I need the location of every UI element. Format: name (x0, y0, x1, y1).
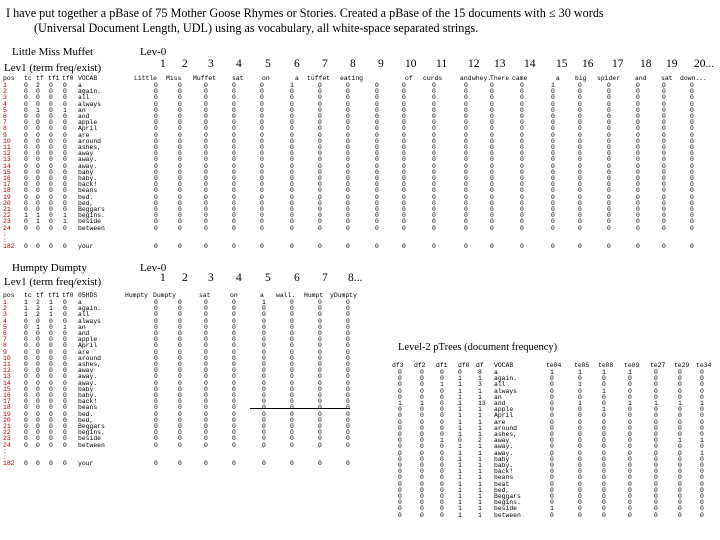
doc1-col-7: 0 0 0 0 0 0 0 0 0 0 0 0 0 0 0 0 0 0 0 0 0 0 0 0 0 (318, 82, 322, 251)
doc2-tf-column: 2 2 2 0 1 0 0 0 0 0 0 0 0 0 0 0 0 0 0 0 0 0 0 0 0 (36, 299, 40, 468)
doc1-tf-column: 2 0 0 0 1 0 0 0 0 0 0 0 0 0 0 0 0 0 0 0 0 1 1 0 0 (36, 82, 40, 251)
doc1-position-1: 1 (160, 58, 166, 70)
level2-header-vocab: VOCAB (494, 362, 514, 369)
doc1-header-tc: tc (24, 75, 32, 82)
doc1-lev0: Lev-0 (140, 46, 167, 58)
doc2-col-1: 0 0 0 0 0 0 0 0 0 0 0 0 0 0 0 0 0 0 0 0 0 0 0 0 0 (154, 299, 158, 468)
doc1-position-12: 12 (468, 58, 480, 70)
doc1-tf1-column: 0 0 0 0 0 0 0 0 0 0 0 0 0 0 0 0 0 0 0 0 0 0 0 0 0 (49, 82, 53, 251)
doc2-col-2: 0 0 0 0 0 0 0 0 0 0 0 0 0 0 0 0 0 0 0 0 0 0 0 0 0 (178, 299, 182, 468)
doc2-word-headers (0, 292, 720, 300)
doc1-position-19: 19 (666, 58, 678, 70)
doc1-position-10: 10 (405, 58, 417, 70)
level2-title: Level-2 pTrees (document frequency) (398, 342, 558, 353)
level2-te27-column: 0 0 0 0 0 1 0 0 0 0 0 0 0 0 0 0 0 0 0 0 0 0 0 0 (654, 369, 658, 519)
doc1-word-16: big (575, 75, 587, 82)
doc1-word-17: spider (597, 75, 621, 82)
doc1-col-8: 0 0 0 0 0 0 0 0 0 0 0 0 0 0 0 0 0 0 0 0 0 0 0 0 0 (346, 82, 350, 251)
level2-header-df: df (476, 362, 484, 369)
level2-headers (0, 362, 720, 370)
doc1-word-11: and (460, 75, 472, 82)
doc1-position-8: 8 (350, 58, 356, 70)
doc1-col-13: 0 0 0 0 0 0 0 0 0 0 0 0 0 0 0 0 0 0 0 0 0 0 0 0 0 (490, 82, 494, 251)
level2-doc-header-te05: te05 (574, 362, 590, 369)
doc1-col-14: 0 0 0 0 0 0 0 0 0 0 0 0 0 0 0 0 0 0 0 0 0 0 0 0 0 (520, 82, 524, 251)
doc1-position-9: 9 (378, 58, 384, 70)
doc1-word-6: a (295, 75, 299, 82)
doc2-header-tf0: tf0 (62, 292, 74, 299)
level2-te08-column: 1 0 0 1 0 0 1 0 0 0 0 0 0 0 0 0 0 0 0 0 0 0 0 0 (602, 369, 606, 519)
doc1-col-20: 0 0 0 0 0 0 0 0 0 0 0 0 0 0 0 0 0 0 0 0 0 0 0 0 0 (690, 82, 694, 251)
doc2-word-1: Humpty (125, 292, 149, 299)
doc1-col-11: 0 0 0 0 0 0 0 0 0 0 0 0 0 0 0 0 0 0 0 0 0 0 0 0 0 (432, 82, 436, 251)
doc1-word-19: sat (661, 75, 673, 82)
doc1-word-14: came (512, 75, 528, 82)
doc1-col-9: 0 0 0 0 0 0 0 0 0 0 0 0 0 0 0 0 0 0 0 0 0 0 0 0 0 (375, 82, 379, 251)
doc2-word-5: a (260, 292, 264, 299)
doc1-position-18: 18 (640, 58, 652, 70)
doc1-title: Little Miss Muffet (12, 46, 94, 58)
doc1-tf0-column: 0 0 0 0 1 0 0 0 0 0 0 0 0 0 0 0 0 0 0 0 0 1 1 0 0 (63, 82, 67, 251)
doc2-position-7: 7 (322, 272, 328, 284)
doc1-vocab-column: a again. all always an and apple April are around ashes, away away. away. baby baby. back! beans bed. bed, Beggars begins. beside between your (78, 82, 105, 251)
doc1-position-14: 14 (524, 58, 536, 70)
level2-df0-column: 0 1 1 1 1 1 1 1 1 1 1 0 1 1 1 1 1 1 1 1 1 1 1 1 (458, 369, 462, 519)
doc1-position-20: 20... (694, 58, 715, 70)
level2-vocab-column: a again. all always an and apple April are around ashes, away away. away. baby baby. back! beans beat bed, Beggars begins. beside between (494, 369, 521, 519)
level2-header-df0: df0 (458, 362, 470, 369)
doc2-position-3: 3 (208, 272, 214, 284)
doc1-position-4: 4 (236, 58, 242, 70)
level2-doc-header-te08: te08 (598, 362, 614, 369)
doc1-position-7: 7 (322, 58, 328, 70)
doc2-word-3: sat (199, 292, 211, 299)
doc1-level: Lev1 (term freq/exist) (4, 62, 102, 74)
doc1-col-6: 1 0 0 0 0 0 0 0 0 0 0 0 0 0 0 0 0 0 0 0 0 0 0 0 0 (290, 82, 294, 251)
level2-te09-column: 1 0 0 0 0 1 0 0 0 0 0 0 0 0 0 0 0 0 0 0 0 0 0 0 (628, 369, 632, 519)
level2-df1-column: 0 0 1 0 0 0 0 0 0 0 0 1 0 0 0 0 0 0 0 0 0 0 0 0 (440, 369, 444, 519)
level2-doc-header-te27: te27 (650, 362, 666, 369)
level2-doc-header-te09: te09 (624, 362, 640, 369)
doc1-word-13: There (490, 75, 510, 82)
level2-header-df3: df3 (392, 362, 404, 369)
doc2-word-6: wall. (276, 292, 296, 299)
doc1-col-1: 0 0 0 0 0 0 0 0 0 0 0 0 0 0 0 0 0 0 0 0 0 0 0 0 0 (154, 82, 158, 251)
doc1-position-2: 2 (182, 58, 188, 70)
doc2-position-2: 2 (182, 272, 188, 284)
doc1-col-12: 0 0 0 0 0 0 0 0 0 0 0 0 0 0 0 0 0 0 0 0 0 0 0 0 0 (464, 82, 468, 251)
doc2-tc-column: 1 1 1 0 0 0 0 0 0 0 0 0 0 0 0 0 0 0 0 0 0 0 0 0 0 (24, 299, 28, 468)
doc1-word-5: on (262, 75, 270, 82)
doc2-header-tc: tc (24, 292, 32, 299)
doc1-header-pos: pos (3, 75, 15, 82)
doc1-word-9: of (405, 75, 413, 82)
intro-line-2: (Universal Document Length, UDL) using as vocabulary, all white-space separated strings. (34, 21, 479, 35)
doc1-word-8: eating (340, 75, 364, 82)
doc1-word-headers (0, 75, 720, 83)
doc1-position-5: 5 (265, 58, 271, 70)
doc1-word-20: down... (680, 75, 707, 82)
doc1-header-tf0: tf0 (62, 75, 74, 82)
doc1-col-10: 0 0 0 0 0 0 0 0 0 0 0 0 0 0 0 0 0 0 0 0 0 0 0 0 0 (402, 82, 406, 251)
doc1-position-6: 6 (294, 58, 300, 70)
doc2-position-6: 6 (294, 272, 300, 284)
doc1-position-11: 11 (436, 58, 448, 70)
doc1-word-15: a (556, 75, 560, 82)
level2-df3-column: 0 0 0 0 0 1 0 0 0 0 0 0 0 0 0 0 0 0 0 0 0 0 0 0 (398, 369, 402, 519)
doc2-title: Humpty Dumpty (12, 262, 87, 274)
doc1-position-13: 13 (494, 58, 506, 70)
level2-table (0, 370, 720, 535)
doc1-col-19: 0 0 0 0 0 0 0 0 0 0 0 0 0 0 0 0 0 0 0 0 0 0 0 0 0 (662, 82, 666, 251)
doc1-word-10: curds (423, 75, 443, 82)
doc1-position-15: 15 (556, 58, 568, 70)
doc2-position-5: 5 (265, 272, 271, 284)
level2-doc-header-te34: te34 (696, 362, 712, 369)
doc1-word-3: Muffet (193, 75, 217, 82)
doc2-position-8: 8... (348, 272, 363, 284)
doc2-tf1-column: 1 1 1 0 0 0 0 0 0 0 0 0 0 0 0 0 0 0 0 0 0 0 0 0 0 (49, 299, 53, 468)
doc2-tf0-column: 0 0 0 0 1 0 0 0 0 0 0 0 0 0 0 0 0 0 0 0 0 0 0 0 0 (63, 299, 67, 468)
doc1-word-7: tuffet (307, 75, 331, 82)
doc2-col-7: 0 0 0 0 0 0 0 0 0 0 0 0 0 0 0 0 0 0 0 0 0 0 0 0 0 (318, 299, 322, 468)
level2-header-df2: df2 (414, 362, 426, 369)
doc2-word-7: Humpt (304, 292, 324, 299)
doc1-col-5: 0 0 0 0 0 0 0 0 0 0 0 0 0 0 0 0 0 0 0 0 0 0 0 0 0 (260, 82, 264, 251)
doc1-col-3: 0 0 0 0 0 0 0 0 0 0 0 0 0 0 0 0 0 0 0 0 0 0 0 0 0 (204, 82, 208, 251)
doc2-word-4: on (230, 292, 238, 299)
doc1-position-17: 17 (612, 58, 624, 70)
doc1-col-15: 1 0 0 0 0 0 0 0 0 0 0 0 0 0 0 0 0 0 0 0 0 0 0 0 0 (551, 82, 555, 251)
doc1-col-4: 0 0 0 0 0 0 0 0 0 0 0 0 0 0 0 0 0 0 0 0 0 0 0 0 0 (232, 82, 236, 251)
doc2-header-doc: 05HDS (78, 292, 98, 299)
level2-te29-column: 0 0 0 0 0 1 0 0 0 0 0 1 0 0 0 0 0 0 0 0 0 0 0 0 (678, 369, 682, 519)
level2-df2-column: 0 0 0 0 0 1 0 0 0 0 0 0 0 0 0 0 0 0 0 0 0 0 0 0 (420, 369, 424, 519)
doc2-header-tf1: tf1 (48, 292, 60, 299)
level2-te05-column: 1 0 1 0 0 1 0 0 0 0 0 0 0 0 0 0 0 0 0 0 0 0 0 0 (578, 369, 582, 519)
doc2-col-4: 0 0 0 0 0 0 0 0 0 0 0 0 0 0 0 0 0 0 0 0 0 0 0 0 0 (232, 299, 236, 468)
doc1-word-1: Little (134, 75, 158, 82)
doc1-position-16: 16 (582, 58, 594, 70)
level2-df-column: 8 1 3 1 1 13 1 1 1 1 1 2 1 1 1 1 1 1 1 1 1 1 1 1 (478, 369, 486, 519)
doc2-position-4: 4 (236, 272, 242, 284)
doc2-col-6: 0 0 0 0 0 0 0 0 0 0 0 0 0 0 0 0 0 0 0 0 0 0 0 0 0 (290, 299, 294, 468)
doc1-col-16: 0 0 0 0 0 0 0 0 0 0 0 0 0 0 0 0 0 0 0 0 0 0 0 0 0 (578, 82, 582, 251)
doc2-lev0: Lev-0 (140, 262, 167, 274)
intro-line-1: I have put together a pBase of 75 Mother Goose Rhymes or Stories. Created a pBase of the 15 documents with ≤ 30 words (6, 6, 604, 20)
doc2-header-pos: pos (3, 292, 15, 299)
doc2-col-3: 0 0 0 0 0 0 0 0 0 0 0 0 0 0 0 0 0 0 0 0 0 0 0 0 0 (204, 299, 208, 468)
doc1-position-3: 3 (208, 58, 214, 70)
doc1-word-2: Miss (166, 75, 182, 82)
level2-doc-header-te04: te04 (546, 362, 562, 369)
doc2-position-row (0, 272, 720, 286)
doc2-word-8: yDumpty (330, 292, 357, 299)
doc1-header-tf: tf (36, 75, 44, 82)
doc1-pos-column: 1 2 3 4 5 6 7 8 9 10 11 12 13 14 15 16 17 18 19 20 21 22 23 24 : : 182 (3, 82, 15, 251)
doc1-col-18: 0 0 0 0 0 0 0 0 0 0 0 0 0 0 0 0 0 0 0 0 0 0 0 0 0 (636, 82, 640, 251)
doc1-header-tf1: tf1 (48, 75, 60, 82)
doc1-table (0, 83, 720, 253)
level2-header-df1: df1 (436, 362, 448, 369)
doc2-header-tf: tf (36, 292, 44, 299)
intro-text (6, 6, 716, 36)
level2-doc-header-te29: te29 (674, 362, 690, 369)
level2-te04-column: 1 0 0 0 0 0 0 0 0 0 0 0 0 0 0 0 0 0 0 0 0 0 1 0 (550, 369, 554, 519)
doc2-pos-column: 1 2 3 4 5 6 7 8 9 10 11 12 13 14 15 16 17 18 19 20 21 22 23 24 : : 182 (3, 299, 15, 468)
doc1-position-row (0, 58, 720, 72)
doc1-word-4: sat (232, 75, 244, 82)
doc1-col-2: 0 0 0 0 0 0 0 0 0 0 0 0 0 0 0 0 0 0 0 0 0 0 0 0 0 (178, 82, 182, 251)
doc2-level: Lev1 (term freq/exist) (4, 276, 102, 288)
doc1-tc-column: 0 0 0 0 0 0 0 0 0 0 0 0 0 0 0 0 0 0 0 0 0 1 0 0 0 (24, 82, 28, 251)
doc2-col-5: 1 0 0 0 0 0 0 0 0 0 0 0 0 0 0 0 0 0 0 0 0 0 0 0 0 (262, 299, 266, 468)
doc2-word-2: Dumpty (153, 292, 177, 299)
level2-te34-column: 0 0 0 0 0 1 0 0 0 0 0 1 0 1 0 0 0 0 0 0 0 0 0 0 (700, 369, 704, 519)
doc1-word-12: whey. (472, 75, 492, 82)
doc1-word-18: and (635, 75, 647, 82)
doc1-col-17: 0 0 0 0 0 0 0 0 0 0 0 0 0 0 0 0 0 0 0 0 0 0 0 0 0 (607, 82, 611, 251)
doc2-position-1: 1 (160, 272, 166, 284)
doc2-col-8: 0 0 0 0 0 0 0 0 0 0 0 0 0 0 0 0 0 0 0 0 0 0 0 0 0 (346, 299, 350, 468)
doc1-header-vocab: VOCAB (78, 75, 98, 82)
doc2-vocab-column: a again. all always an and apple April are around ashes, away away. away. baby baby. back! beans bed. bed, Beggars begins. beside between your (78, 299, 105, 468)
